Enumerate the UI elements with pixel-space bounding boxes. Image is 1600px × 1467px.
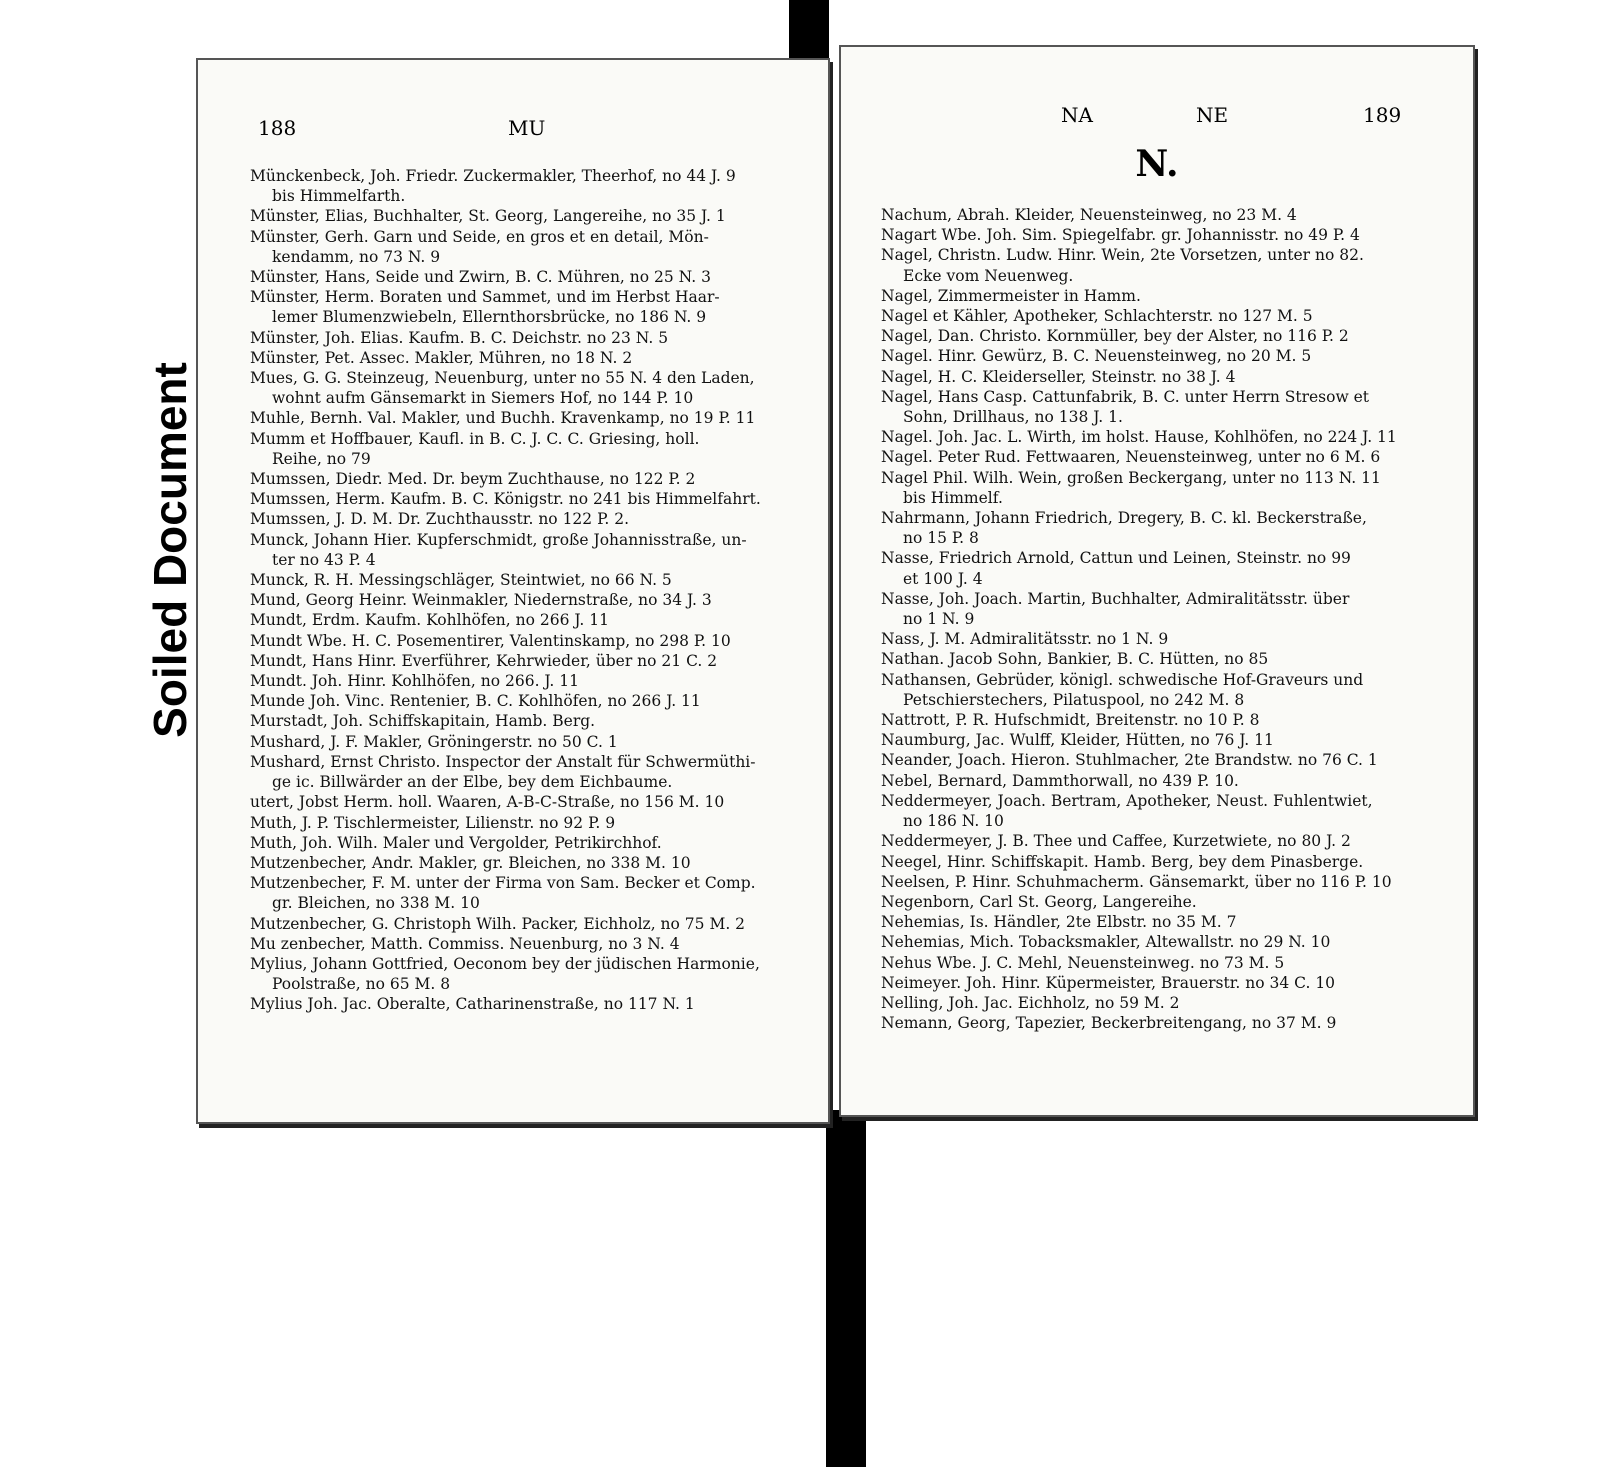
directory-entry [881,831,1443,851]
entry-text: Nehemias, Mich. Tobacksmakler, Altewallstr. no 29 N. 10 [881,933,1331,952]
entry-text: Mushard, J. F. Makler, Gröningerstr. no 50 C. 1 [250,732,618,751]
entry-text: Nagel, Hans Casp. Cattunfabrik, B. C. unter Herrn Stresow et [881,387,1370,406]
binding-strip-bottom [826,1110,866,1467]
entry-text: Mumssen, Herm. Kaufm. B. C. Königstr. no 241 bis Himmelfahrt. [250,490,761,509]
entry-text: Nahrmann, Johann Friedrich, Dregery, B. C. kl. Beckerstraße, [881,509,1367,528]
entry-text: Murstadt, Joh. Schiffskapitain, Hamb. Berg. [250,712,596,731]
right-page-header [841,103,1473,133]
entry-text: Nagart Wbe. Joh. Sim. Spiegelfabr. gr. Johannisstr. no 49 P. 4 [881,226,1360,245]
entry-continuation: kendamm, no 73 N. 9 [272,247,441,266]
entry-text: Mutzenbecher, Andr. Makler, gr. Bleichen, no 338 M. 10 [250,853,691,872]
directory-entry [250,227,798,267]
directory-entry [881,912,1443,932]
entry-continuation: et 100 J. 4 [903,569,983,588]
directory-entry [250,792,798,812]
entry-text: Neddermeyer, Joach. Bertram, Apotheker, Neust. Fuhlentwiet, [881,791,1373,810]
directory-entry [250,610,798,630]
entry-text: Nemann, Georg, Tapezier, Beckerbreitengang, no 37 M. 9 [881,1014,1337,1033]
entry-text: Münster, Hans, Seide und Zwirn, B. C. Mühren, no 25 N. 3 [250,268,711,287]
entry-text: Mumm et Hoffbauer, Kaufl. in B. C. J. C. C. Griesing, holl. [250,429,700,448]
entry-text: Mumssen, J. D. M. Dr. Zuchthausstr. no 122 P. 2. [250,510,630,529]
entry-text: Nattrott, P. R. Hufschmidt, Breitenstr. no 10 P. 8 [881,711,1260,730]
directory-entry [250,631,798,651]
entry-continuation: no 15 P. 8 [903,529,979,548]
directory-entry [250,994,798,1014]
directory-entry [881,326,1443,346]
entry-text: Mundt. Joh. Hinr. Kohlhöfen, no 266. J. 11 [250,672,580,691]
directory-entry [250,570,798,590]
entry-text: Nathan. Jacob Sohn, Bankier, B. C. Hütten, no 85 [881,650,1269,669]
directory-entry [881,548,1443,588]
entry-text: Münckenbeck, Joh. Friedr. Zuckermakler, Theerhof, no 44 J. 9 [250,167,736,185]
entry-text: Nathansen, Gebrüder, königl. schwedische Hof-Graveurs und [881,670,1364,689]
right-entry-list [881,205,1443,1033]
directory-entry [881,306,1443,326]
entry-continuation: bis Himmelf. [903,488,1003,507]
directory-entry [881,367,1443,387]
soiled-document-label [144,300,196,800]
directory-entry [250,328,798,348]
entry-text: utert, Jobst Herm. holl. Waaren, A-B-C-Straße, no 156 M. 10 [250,793,725,812]
directory-entry [881,427,1443,447]
right-page [839,45,1475,1117]
entry-text: Mylius, Johann Gottfried, Oeconom bey der jüdischen Harmonie, [250,954,760,973]
entry-text: Nelling, Joh. Jac. Eichholz, no 59 M. 2 [881,993,1180,1012]
entry-text: Münster, Herm. Boraten und Sammet, und im Herbst Haar- [250,288,720,307]
entry-text: Nasse, Friedrich Arnold, Cattun und Leinen, Steinstr. no 99 [881,549,1351,568]
entry-text: Mutzenbecher, G. Christoph Wilh. Packer, Eichholz, no 75 M. 2 [250,914,746,933]
directory-entry [250,671,798,691]
entry-text: Mundt, Erdm. Kaufm. Kohlhöfen, no 266 J. 11 [250,611,609,630]
entry-continuation: ter no 43 P. 4 [272,550,376,569]
entry-text: Nagel, Dan. Christo. Kornmüller, bey der Alster, no 116 P. 2 [881,327,1349,346]
section-letter: N. [1135,143,1179,185]
entry-text: Nagel, H. C. Kleiderseller, Steinstr. no 38 J. 4 [881,367,1236,386]
right-running-head-2: NE [1196,103,1229,127]
entry-text: Münster, Joh. Elias. Kaufm. B. C. Deichstr. no 23 N. 5 [250,328,669,347]
directory-entry [250,691,798,711]
directory-entry [250,469,798,489]
directory-entry [881,387,1443,427]
entry-text: Nagel Phil. Wilh. Wein, großen Beckergang, unter no 113 N. 11 [881,468,1381,487]
directory-entry [250,368,798,408]
entry-continuation: no 1 N. 9 [903,610,975,629]
directory-entry [250,590,798,610]
directory-entry [881,993,1443,1013]
directory-entry [881,508,1443,548]
directory-entry [881,346,1443,366]
entry-text: Munck, R. H. Messingschläger, Steintwiet, no 66 N. 5 [250,571,672,590]
directory-entry [881,730,1443,750]
entry-continuation: no 186 N. 10 [903,812,1004,831]
directory-entry [250,489,798,509]
directory-entry [250,408,798,428]
directory-entry [250,752,798,792]
directory-entry [250,287,798,327]
entry-text: Mushard, Ernst Christo. Inspector der Anstalt für Schwermüthi- [250,752,756,771]
entry-text: Neegel, Hinr. Schiffskapit. Hamb. Berg, bey dem Pinasberge. [881,852,1364,871]
directory-entry [250,429,798,469]
entry-text: Mues, G. G. Steinzeug, Neuenburg, unter no 55 N. 4 den Laden, [250,369,755,388]
directory-entry [881,468,1443,508]
right-page-number: 189 [1363,103,1402,127]
directory-entry [250,711,798,731]
directory-entry [250,651,798,671]
directory-entry [250,348,798,368]
entry-text: Munck, Johann Hier. Kupferschmidt, große Johannisstraße, un- [250,530,747,549]
entry-text: Mu zenbecher, Matth. Commiss. Neuenburg, no 3 N. 4 [250,934,680,953]
directory-entry [881,872,1443,892]
directory-entry [250,954,798,994]
directory-entry [250,833,798,853]
directory-entry [881,771,1443,791]
entry-text: Muth, J. P. Tischlermeister, Lilienstr. no 92 P. 9 [250,813,616,832]
directory-entry [250,873,798,913]
directory-entry [881,629,1443,649]
directory-entry [881,953,1443,973]
directory-entry [881,973,1443,993]
directory-entry [250,267,798,287]
entry-continuation: Sohn, Drillhaus, no 138 J. 1. [903,408,1123,427]
directory-entry [881,1013,1443,1033]
entry-text: Münster, Pet. Assec. Makler, Mühren, no 18 N. 2 [250,348,633,367]
directory-entry [250,853,798,873]
entry-continuation: gr. Bleichen, no 338 M. 10 [272,894,480,913]
entry-continuation: Poolstraße, no 65 M. 8 [272,975,451,994]
entry-text: Naumburg, Jac. Wulff, Kleider, Hütten, no 76 J. 11 [881,731,1274,750]
entry-text: Nagel, Christn. Ludw. Hinr. Wein, 2te Vorsetzen, unter no 82. [881,246,1364,265]
right-running-head-1: NA [1061,103,1093,127]
entry-text: Muhle, Bernh. Val. Makler, und Buchh. Kravenkamp, no 19 P. 11 [250,409,756,428]
directory-entry [250,530,798,570]
left-page [196,58,830,1124]
entry-text: Nachum, Abrah. Kleider, Neuensteinweg, no 23 M. 4 [881,206,1297,224]
left-running-head: MU [508,116,546,140]
directory-entry [881,750,1443,770]
directory-entry [881,286,1443,306]
entry-text: Nagel. Peter Rud. Fettwaaren, Neuensteinweg, unter no 6 M. 6 [881,448,1381,467]
entry-continuation: lemer Blumenzwiebeln, Ellernthorsbrücke, no 186 N. 9 [272,308,707,327]
entry-text: Nagel, Zimmermeister in Hamm. [881,286,1141,305]
directory-entry [250,206,798,226]
entry-text: Negenborn, Carl St. Georg, Langereihe. [881,892,1197,911]
entry-text: Mylius Joh. Jac. Oberalte, Catharinenstraße, no 117 N. 1 [250,995,695,1014]
entry-continuation: ge ic. Billwärder an der Elbe, bey dem Eichbaume. [272,773,673,792]
directory-entry [250,934,798,954]
directory-entry [881,670,1443,710]
entry-text: Neelsen, P. Hinr. Schuhmacherm. Gänsemarkt, über no 116 P. 10 [881,872,1392,891]
entry-text: Nagel. Joh. Jac. L. Wirth, im holst. Hause, Kohlhöfen, no 224 J. 11 [881,428,1397,447]
directory-entry [881,710,1443,730]
directory-entry [881,892,1443,912]
entry-text: Nehus Wbe. J. C. Mehl, Neuensteinweg. no 73 M. 5 [881,953,1285,972]
entry-text: Neander, Joach. Hieron. Stuhlmacher, 2te Brandstw. no 76 C. 1 [881,751,1378,770]
entry-text: Neimeyer. Joh. Hinr. Küpermeister, Brauerstr. no 34 C. 10 [881,973,1336,992]
entry-continuation: wohnt aufm Gänsemarkt in Siemers Hof, no 144 P. 10 [272,389,694,408]
entry-text: Mundt, Hans Hinr. Everführer, Kehrwieder, über no 21 C. 2 [250,651,718,670]
entry-text: Nehemias, Is. Händler, 2te Elbstr. no 35 M. 7 [881,913,1237,932]
entry-text: Nebel, Bernard, Dammthorwall, no 439 P. 10. [881,771,1239,790]
left-page-number: 188 [258,116,297,140]
entry-text: Mund, Georg Heinr. Weinmakler, Niedernstraße, no 34 J. 3 [250,591,712,610]
entry-text: Mundt Wbe. H. C. Posementirer, Valentinskamp, no 298 P. 10 [250,631,731,650]
entry-continuation: Reihe, no 79 [272,449,371,468]
entry-text: Nasse, Joh. Joach. Martin, Buchhalter, Admiralitätsstr. über [881,589,1350,608]
directory-entry [881,205,1443,225]
left-page-header [198,116,828,146]
directory-entry [881,589,1443,629]
directory-entry [881,932,1443,952]
entry-continuation: bis Himmelfarth. [272,187,406,206]
directory-entry [250,813,798,833]
entry-text: Neddermeyer, J. B. Thee und Caffee, Kurzetwiete, no 80 J. 2 [881,832,1351,851]
directory-entry [881,649,1443,669]
directory-entry [881,447,1443,467]
directory-entry [250,914,798,934]
entry-text: Muth, Joh. Wilh. Maler und Vergolder, Petrikirchhof. [250,833,662,852]
directory-entry [250,732,798,752]
directory-entry [250,509,798,529]
left-entry-list [250,166,798,1015]
directory-entry [881,852,1443,872]
directory-entry [250,166,798,206]
directory-entry [881,225,1443,245]
entry-continuation: Ecke vom Neuenweg. [903,266,1074,285]
entry-text: Nagel et Kähler, Apotheker, Schlachterstr. no 127 M. 5 [881,307,1313,326]
soiled-document-label-text: Soiled Document [144,362,196,738]
entry-text: Mumssen, Diedr. Med. Dr. beym Zuchthause, no 122 P. 2 [250,470,696,489]
entry-text: Münster, Gerh. Garn und Seide, en gros et en detail, Mön- [250,227,709,246]
directory-entry [881,245,1443,285]
entry-text: Nagel. Hinr. Gewürz, B. C. Neuensteinweg, no 20 M. 5 [881,347,1312,366]
entry-text: Münster, Elias, Buchhalter, St. Georg, Langereihe, no 35 J. 1 [250,207,726,226]
entry-text: Munde Joh. Vinc. Rentenier, B. C. Kohlhöfen, no 266 J. 11 [250,692,701,711]
entry-text: Nass, J. M. Admiralitätsstr. no 1 N. 9 [881,630,1169,649]
entry-text: Mutzenbecher, F. M. unter der Firma von Sam. Becker et Comp. [250,874,756,893]
entry-continuation: Petschierstechers, Pilatuspool, no 242 M. 8 [903,690,1245,709]
directory-entry [881,791,1443,831]
